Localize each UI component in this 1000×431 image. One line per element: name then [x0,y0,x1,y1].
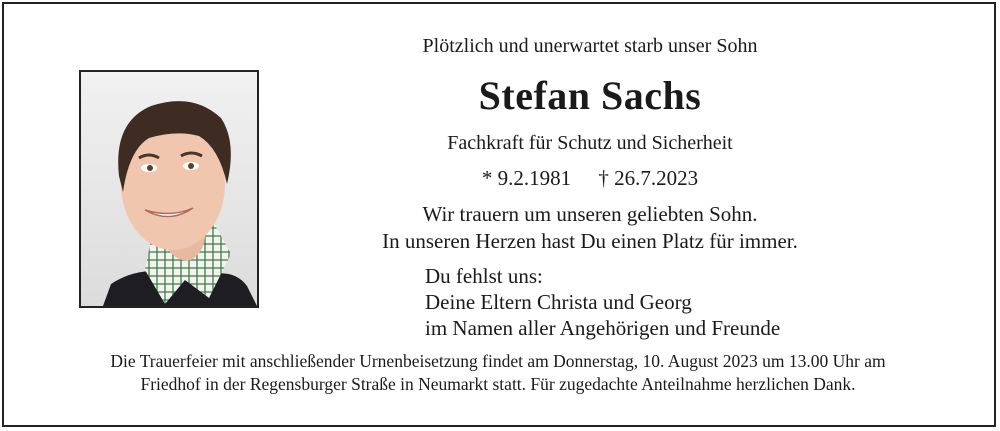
portrait-photo [79,70,259,308]
funeral-line: Die Trauerfeier mit anschließender Urnenbeisetzung findet am Donnerstag, 10. August 2023 um 13.00 Uhr am [110,351,886,371]
deceased-name: Stefan Sachs [478,73,702,118]
life-dates [340,166,840,191]
intro-line: Plötzlich und unerwartet starb unser Sohn [422,35,758,57]
verse-line: In unseren Herzen hast Du einen Platz für immer. [382,229,798,253]
signature-line: im Namen aller Angehörigen und Freunde [425,316,781,340]
mourning-verse [340,201,840,255]
occupation: Fachkraft für Schutz und Sicherheit [447,132,733,154]
funeral-info [20,350,976,396]
funeral-line: Friedhof in der Regensburger Straße in Neumarkt statt. Für zugedachte Anteilnahme herzlichen Dank. [140,374,856,394]
verse-line: Wir trauern um unseren geliebten Sohn. [422,202,758,226]
signature-block [425,263,780,341]
signature-line: Deine Eltern Christa und Georg [425,290,692,314]
death-date: † 26.7.2023 [598,166,699,190]
birth-date: * 9.2.1981 [481,166,572,190]
signature-line: Du fehlst uns: [425,264,543,288]
